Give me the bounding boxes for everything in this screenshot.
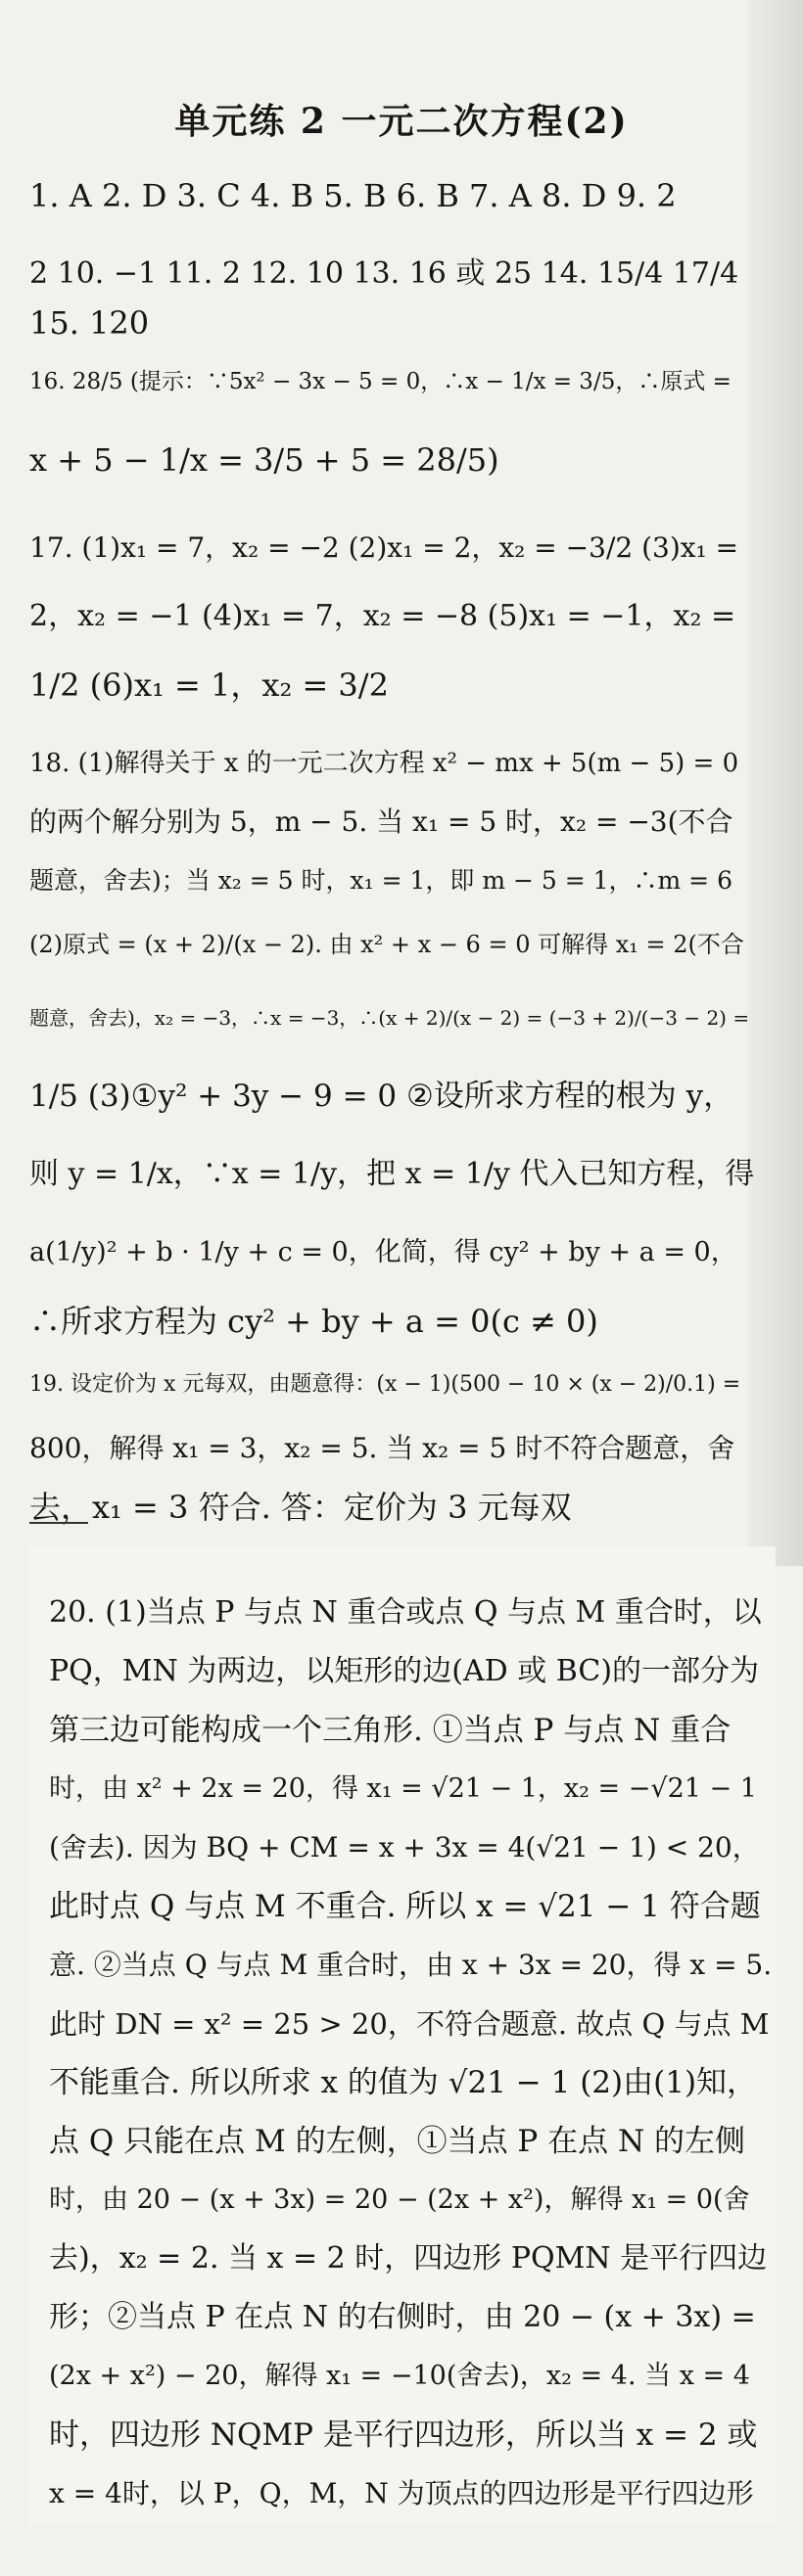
answer-line-12: (2)原式 = (x + 2)/(x − 2). 由 x² + x − 6 = 0 可解得 x₁ = 2(不合: [29, 931, 744, 958]
p20-line-13: 形；②当点 P 在点 N 的右侧时，由 20 − (x + 3x) =: [49, 2300, 756, 2334]
answer-line-15: 则 y = 1/x，∵x = 1/y，把 x = 1/y 代入已知方程，得: [29, 1157, 755, 1191]
p20-line-4: 时，由 x² + 2x = 20，得 x₁ = √21 − 1，x₂ = −√21 − 1: [49, 1773, 757, 1804]
p20-line-12: 去)，x₂ = 2. 当 x = 2 时，四边形 PQMN 是平行四边: [49, 2241, 768, 2276]
answer-line-19: 800，解得 x₁ = 3，x₂ = 5. 当 x₂ = 5 时不符合题意，舍: [29, 1432, 735, 1464]
answer-line-4: 16. 28/5 (提示：∵5x² − 3x − 5 = 0，∴x − 1/x = 3/5，∴原式 =: [29, 369, 732, 394]
p20-line-1: 20. (1)当点 P 与点 N 重合或点 Q 与点 M 重合时，以: [49, 1595, 762, 1630]
answer-line-18: 19. 设定价为 x 元每双，由题意得：(x − 1)(500 − 10 × (x − 2)/0.1) =: [29, 1372, 741, 1397]
p20-line-3: 第三边可能构成一个三角形. ①当点 P 与点 N 重合: [49, 1713, 732, 1748]
p20-line-10: 点 Q 只能在点 M 的左侧，①当点 P 在点 N 的左侧: [49, 2124, 745, 2159]
answer-line-6: 17. (1)x₁ = 7，x₂ = −2 (2)x₁ = 2，x₂ = −3/2 (3)x₁ =: [29, 531, 739, 564]
answer-line-13: 题意，舍去)，x₂ = −3，∴x = −3，∴(x + 2)/(x − 2) = (−3 + 2)/(−3 − 2) =: [29, 1006, 750, 1030]
p20-line-9: 不能重合. 所以所求 x 的值为 √21 − 1 (2)由(1)知，: [49, 2065, 758, 2100]
answer-line-1: 1. A 2. D 3. C 4. B 5. B 6. B 7. A 8. D 9. 2: [29, 177, 677, 214]
p20-line-5: (舍去). 因为 BQ + CM = x + 3x = 4(√21 − 1) < 20，: [49, 1831, 760, 1863]
p20-line-8: 此时 DN = x² = 25 > 20，不符合题意. 故点 Q 与点 M: [49, 2007, 770, 2041]
p20-line-6: 此时点 Q 与点 M 不重合. 所以 x = √21 − 1 符合题: [49, 1889, 761, 1924]
answer-line-17: ∴所求方程为 cy² + by + a = 0(c ≠ 0): [29, 1303, 598, 1340]
answer-line-7: 2，x₂ = −1 (4)x₁ = 7，x₂ = −8 (5)x₁ = −1，x₂ =: [29, 599, 736, 633]
answer-line-11: 题意，舍去)；当 x₂ = 5 时，x₁ = 1，即 m − 5 = 1，∴m = 6: [29, 866, 732, 895]
answer-line-14: 1/5 (3)①y² + 3y − 9 = 0 ②设所求方程的根为 y，: [29, 1079, 734, 1114]
p20-line-15: 时，四边形 NQMP 是平行四边形，所以当 x = 2 或: [49, 2417, 758, 2453]
answer-line-2: 2 10. −1 11. 2 12. 10 13. 16 或 25 14. 15/4 17/4: [29, 256, 739, 291]
answer-line-16: a(1/y)² + b · 1/y + c = 0，化简，得 cy² + by + a = 0，: [29, 1237, 737, 1267]
answer-line-10: 的两个解分别为 5，m − 5. 当 x₁ = 5 时，x₂ = −3(不合: [29, 805, 733, 838]
p20-line-2: PQ，MN 为两边，以矩形的边(AD 或 BC)的一部分为: [49, 1654, 760, 1688]
p20-line-11: 时，由 20 − (x + 3x) = 20 − (2x + x²)，解得 x₁ = 0(舍: [49, 2185, 750, 2215]
p20-line-7: 意. ②当点 Q 与点 M 重合时，由 x + 3x = 20，得 x = 5.: [49, 1949, 773, 1981]
answer-line-9: 18. (1)解得关于 x 的一元二次方程 x² − mx + 5(m − 5) = 0: [29, 749, 739, 778]
section-divider: [29, 1522, 88, 1524]
answer-line-8: 1/2 (6)x₁ = 1，x₂ = 3/2: [29, 667, 389, 704]
p20-line-16: x = 4时，以 P，Q，M，N 为顶点的四边形是平行四边形: [49, 2477, 754, 2509]
scan-edge: [748, 0, 803, 1566]
answer-line-5: x + 5 − 1/x = 3/5 + 5 = 28/5): [29, 441, 499, 479]
answer-line-3: 15. 120: [29, 304, 150, 342]
p20-line-14: (2x + x²) − 20，解得 x₁ = −10(舍去)，x₂ = 4. 当 x = 4: [49, 2361, 750, 2391]
answer-line-20: 去，x₁ = 3 符合. 答：定价为 3 元每双: [29, 1489, 572, 1526]
page-title: 单元练 2 一元二次方程(2): [174, 101, 629, 142]
